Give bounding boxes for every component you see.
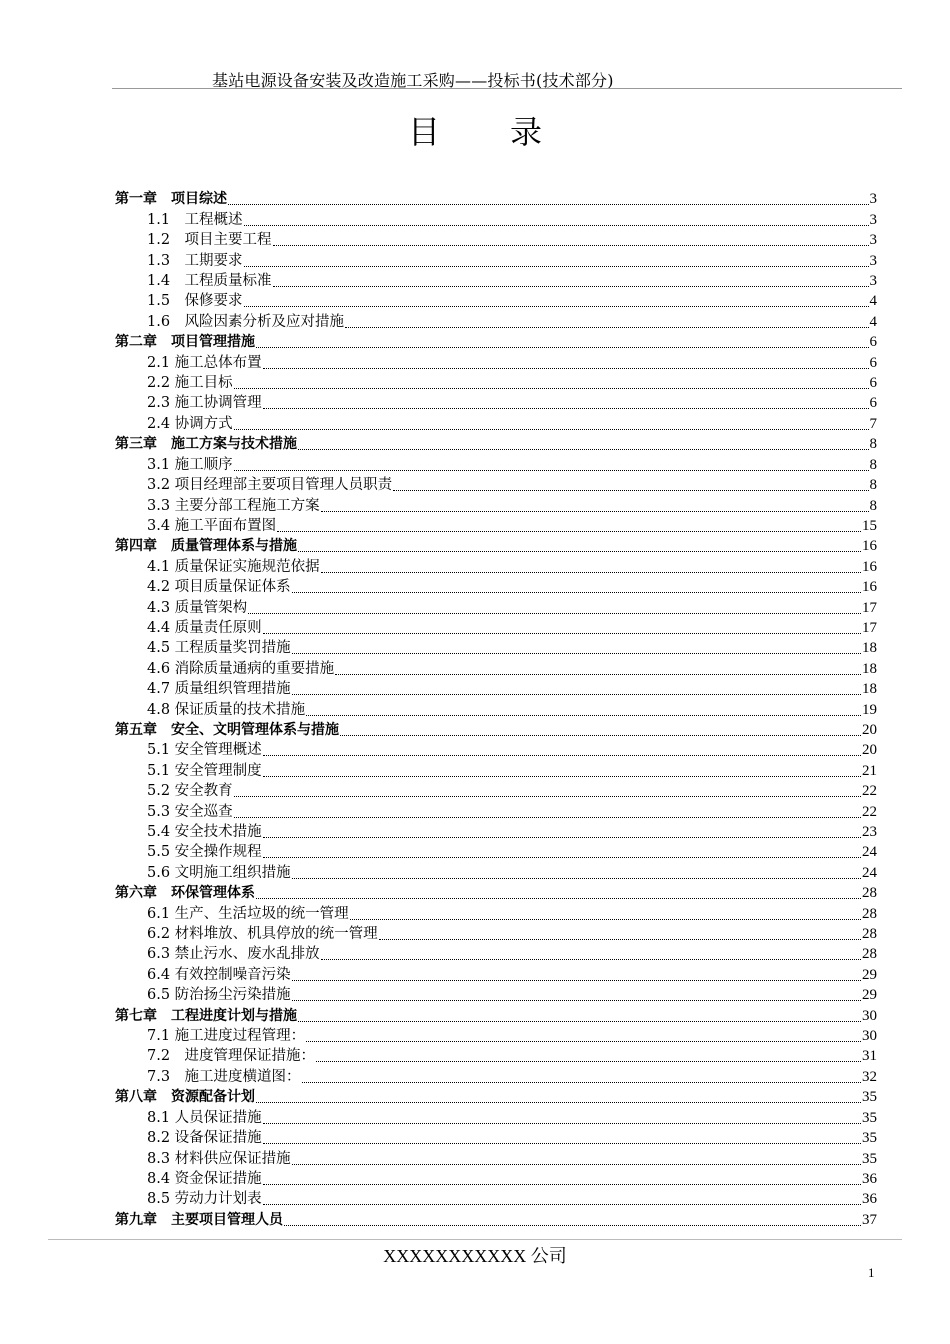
toc-entry-label: 7.3 施工进度横道图： — [147, 1068, 301, 1085]
toc-entry-label: 第八章 资源配备计划 — [115, 1089, 255, 1106]
toc-entry-label: 7.1 施工进度过程管理： — [147, 1028, 306, 1045]
toc-dot-leader — [284, 1225, 861, 1226]
toc-dot-leader — [244, 266, 869, 267]
toc-entry-page: 15 — [862, 517, 877, 534]
toc-entry-label: 4.1 质量保证实施规范依据 — [147, 558, 320, 575]
toc-dot-leader — [256, 1102, 861, 1103]
toc-entry-page: 4 — [869, 313, 877, 330]
toc-entry-label: 第七章 工程进度计划与措施 — [115, 1007, 297, 1024]
toc-entry-label: 第九章 主要项目管理人员 — [115, 1211, 283, 1228]
toc-entry-page: 29 — [862, 966, 877, 983]
toc-section-entry[interactable] — [112, 516, 877, 536]
toc-entry-page: 16 — [862, 579, 877, 596]
toc-dot-leader — [345, 327, 868, 328]
toc-section-entry[interactable] — [112, 291, 877, 311]
toc-entry-label: 2.2 施工目标 — [147, 375, 233, 392]
toc-dot-leader — [263, 776, 861, 777]
toc-entry-label: 5.5 安全操作规程 — [147, 844, 262, 861]
toc-entry-label: 3.4 施工平面布置图 — [147, 517, 277, 534]
toc-section-entry[interactable] — [112, 393, 877, 413]
toc-dot-leader — [234, 796, 861, 797]
toc-section-entry[interactable] — [112, 1169, 877, 1189]
toc-entry-label: 3.2 项目经理部主要项目管理人员职责 — [147, 477, 393, 494]
toc-entry-page: 30 — [862, 1028, 877, 1045]
toc-entry-page: 36 — [862, 1191, 877, 1208]
toc-section-entry[interactable] — [112, 1128, 877, 1148]
toc-entry-page: 6 — [869, 354, 877, 371]
toc-section-entry[interactable] — [112, 638, 877, 658]
toc-entry-page: 29 — [862, 987, 877, 1004]
toc-dot-leader — [379, 939, 861, 940]
toc-entry-label: 1.1 工程概述 — [147, 211, 243, 228]
toc-entry-label: 5.3 安全巡查 — [147, 803, 233, 820]
toc-entry-page: 6 — [869, 334, 877, 351]
toc-dot-leader — [263, 755, 861, 756]
toc-entry-label: 8.3 材料供应保证措施 — [147, 1150, 291, 1167]
toc-entry-label: 7.2 进度管理保证措施： — [147, 1048, 316, 1065]
toc-section-entry[interactable] — [112, 556, 877, 576]
toc-entry-page: 22 — [862, 803, 877, 820]
toc-entry-page: 3 — [869, 273, 877, 290]
toc-dot-leader — [340, 735, 861, 736]
toc-entry-label: 5.4 安全技术措施 — [147, 824, 262, 840]
toc-entry-label: 8.1 人员保证措施 — [147, 1109, 262, 1126]
toc-dot-leader — [234, 817, 861, 818]
toc-dot-leader — [298, 551, 861, 552]
toc-entry-page: 16 — [862, 538, 877, 555]
toc-chapter-entry[interactable] — [112, 434, 877, 454]
toc-section-entry[interactable] — [112, 373, 877, 393]
toc-section-entry[interactable] — [112, 1107, 877, 1127]
toc-entry-label: 4.2 项目质量保证体系 — [147, 579, 291, 596]
toc-entry-page: 28 — [862, 946, 877, 963]
toc-entry-page: 24 — [862, 844, 877, 861]
toc-entry-label: 第六章 环保管理体系 — [115, 885, 255, 902]
toc-section-entry[interactable] — [112, 801, 877, 821]
toc-dot-leader — [263, 1143, 861, 1144]
toc-dot-leader — [292, 980, 861, 981]
toc-entry-label: 4.8 保证质量的技术措施 — [147, 701, 306, 718]
toc-section-entry[interactable] — [112, 495, 877, 515]
toc-entry-label: 8.5 劳动力计划表 — [147, 1191, 262, 1208]
toc-entry-page: 35 — [862, 1150, 877, 1167]
toc-section-entry[interactable] — [112, 618, 877, 638]
toc-entry-label: 4.4 质量责任原则 — [147, 619, 262, 636]
toc-entry-page: 4 — [869, 293, 877, 310]
toc-dot-leader — [228, 204, 869, 205]
toc-dot-leader — [273, 245, 869, 246]
toc-section-entry[interactable] — [112, 1046, 877, 1066]
toc-dot-leader — [350, 919, 861, 920]
toc-section-entry[interactable] — [112, 1026, 877, 1046]
toc-entry-page: 20 — [862, 721, 877, 738]
toc-entry-label: 6.4 有效控制噪音污染 — [147, 966, 291, 983]
toc-title-char: 录 — [510, 113, 543, 151]
toc-entry-page: 37 — [862, 1211, 877, 1228]
toc-entry-page: 18 — [862, 681, 877, 698]
toc-entry-label: 6.2 材料堆放、机具停放的统一管理 — [147, 926, 378, 943]
toc-section-entry[interactable] — [112, 271, 877, 291]
toc-section-entry[interactable] — [112, 760, 877, 780]
toc-entry-page: 6 — [869, 375, 877, 392]
toc-section-entry[interactable] — [112, 230, 877, 250]
toc-entry-label: 5.6 文明施工组织措施 — [147, 864, 291, 881]
toc-section-entry[interactable] — [112, 842, 877, 862]
toc-section-entry[interactable] — [112, 1066, 877, 1086]
toc-section-entry[interactable] — [112, 250, 877, 270]
toc-entry-label: 第四章 质量管理体系与措施 — [115, 538, 297, 555]
toc-dot-leader — [248, 613, 861, 614]
toc-dot-leader — [292, 878, 861, 879]
toc-chapter-entry[interactable] — [112, 1005, 877, 1025]
toc-dot-leader — [298, 449, 869, 450]
toc-entry-page: 21 — [862, 762, 877, 779]
toc-section-entry[interactable] — [112, 862, 877, 882]
toc-section-entry[interactable] — [112, 740, 877, 760]
toc-entry-page: 8 — [869, 436, 877, 453]
toc-dot-leader — [263, 408, 869, 409]
toc-dot-leader — [306, 1041, 861, 1042]
toc-entry-page: 23 — [862, 824, 877, 840]
toc-section-entry[interactable] — [112, 1189, 877, 1209]
toc-entry-page: 16 — [862, 558, 877, 575]
toc-section-entry[interactable] — [112, 1148, 877, 1168]
toc-entry-label: 8.4 资金保证措施 — [147, 1170, 262, 1187]
toc-entry-page: 30 — [862, 1007, 877, 1024]
page-header-title: 基站电源设备安装及改造施工采购——投标书(技术部分) — [212, 71, 614, 90]
toc-entry-page: 8 — [869, 456, 877, 473]
toc-entry-page: 28 — [862, 885, 877, 902]
toc-entry-label: 1.4 工程质量标准 — [147, 273, 272, 290]
toc-entry-page: 18 — [862, 660, 877, 677]
toc-chapter-entry[interactable] — [112, 332, 877, 352]
toc-section-entry[interactable] — [112, 944, 877, 964]
toc-entry-page: 28 — [862, 905, 877, 922]
toc-entry-label: 1.2 项目主要工程 — [147, 232, 272, 249]
toc-entry-page: 19 — [862, 701, 877, 718]
toc-dot-leader — [244, 225, 869, 226]
toc-chapter-entry[interactable] — [112, 536, 877, 556]
toc-entry-label: 4.3 质量管架构 — [147, 599, 248, 616]
toc-dot-leader — [234, 429, 869, 430]
toc-entry-page: 35 — [862, 1130, 877, 1147]
toc-dot-leader — [292, 1000, 861, 1001]
toc-section-entry[interactable] — [112, 454, 877, 474]
toc-section-entry[interactable] — [112, 475, 877, 495]
toc-dot-leader — [292, 592, 861, 593]
toc-entry-label: 6.1 生产、生活垃圾的统一管理 — [147, 905, 349, 922]
toc-entry-label: 第五章 安全、文明管理体系与措施 — [115, 721, 339, 738]
toc-entry-page: 3 — [869, 191, 877, 208]
toc-dot-leader — [234, 388, 869, 389]
toc-entry-page: 35 — [862, 1089, 877, 1106]
toc-entry-label: 1.3 工期要求 — [147, 252, 243, 269]
toc-section-entry[interactable] — [112, 311, 877, 331]
toc-chapter-entry[interactable] — [112, 1209, 877, 1229]
table-of-contents — [112, 189, 877, 1230]
toc-dot-leader — [298, 1021, 861, 1022]
toc-entry-page: 35 — [862, 1109, 877, 1126]
toc-section-entry[interactable] — [112, 903, 877, 923]
toc-dot-leader — [292, 694, 861, 695]
toc-entry-label: 6.3 禁止污水、废水乱排放 — [147, 946, 320, 963]
toc-entry-page: 24 — [862, 864, 877, 881]
toc-entry-label: 4.6 消除质量通病的重要措施 — [147, 660, 335, 677]
toc-entry-label: 第三章 施工方案与技术措施 — [115, 436, 297, 453]
toc-entry-page: 7 — [869, 415, 877, 432]
toc-section-entry[interactable] — [112, 699, 877, 719]
toc-dot-leader — [263, 837, 861, 838]
toc-dot-leader — [393, 490, 868, 491]
toc-dot-leader — [263, 1204, 861, 1205]
page-number: 1 — [868, 1265, 875, 1280]
toc-section-entry[interactable] — [112, 781, 877, 801]
toc-section-entry[interactable] — [112, 577, 877, 597]
toc-entry-label: 第二章 项目管理措施 — [115, 334, 255, 351]
toc-dot-leader — [335, 674, 861, 675]
toc-entry-page: 6 — [869, 395, 877, 412]
toc-entry-label: 8.2 设备保证措施 — [147, 1130, 262, 1147]
toc-dot-leader — [316, 1061, 861, 1062]
toc-dot-leader — [263, 857, 861, 858]
footer-company: XXXXXXXXXXX 公司 — [383, 1246, 567, 1266]
toc-dot-leader — [277, 531, 861, 532]
toc-chapter-entry[interactable] — [112, 720, 877, 740]
toc-entry-page: 17 — [862, 619, 877, 636]
toc-section-entry[interactable] — [112, 964, 877, 984]
toc-entry-label: 2.4 协调方式 — [147, 415, 233, 432]
toc-title-char: 目 — [407, 113, 440, 151]
toc-entry-label: 5.1 安全管理制度 — [147, 762, 262, 779]
toc-entry-page: 3 — [869, 252, 877, 269]
toc-dot-leader — [273, 286, 869, 287]
toc-entry-label: 4.7 质量组织管理措施 — [147, 681, 291, 698]
toc-dot-leader — [302, 1082, 861, 1083]
toc-entry-label: 3.3 主要分部工程施工方案 — [147, 497, 320, 514]
toc-section-entry[interactable] — [112, 822, 877, 842]
toc-section-entry[interactable] — [112, 597, 877, 617]
toc-entry-page: 20 — [862, 742, 877, 759]
toc-dot-leader — [234, 470, 869, 471]
toc-entry-page: 8 — [869, 497, 877, 514]
toc-section-entry[interactable] — [112, 985, 877, 1005]
header-divider — [112, 88, 902, 89]
toc-entry-label: 1.6 风险因素分析及应对措施 — [147, 313, 345, 330]
footer-divider — [48, 1239, 902, 1240]
toc-entry-label: 2.1 施工总体布置 — [147, 354, 262, 371]
toc-dot-leader — [263, 368, 869, 369]
toc-entry-label: 1.5 保修要求 — [147, 293, 243, 310]
toc-section-entry[interactable] — [112, 658, 877, 678]
toc-entry-page: 28 — [862, 926, 877, 943]
toc-title — [0, 112, 950, 152]
toc-entry-page: 31 — [862, 1048, 877, 1065]
toc-dot-leader — [292, 1164, 861, 1165]
toc-dot-leader — [321, 959, 861, 960]
toc-entry-label: 2.3 施工协调管理 — [147, 395, 262, 412]
toc-dot-leader — [263, 1184, 861, 1185]
toc-entry-page: 18 — [862, 640, 877, 657]
toc-chapter-entry[interactable] — [112, 1087, 877, 1107]
toc-entry-page: 3 — [869, 211, 877, 228]
toc-dot-leader — [263, 633, 861, 634]
toc-entry-page: 3 — [869, 232, 877, 249]
toc-entry-label: 5.1 安全管理概述 — [147, 742, 262, 759]
toc-dot-leader — [256, 898, 861, 899]
toc-entry-page: 32 — [862, 1068, 877, 1085]
toc-dot-leader — [292, 653, 861, 654]
toc-section-entry[interactable] — [112, 679, 877, 699]
toc-dot-leader — [263, 1123, 861, 1124]
toc-dot-leader — [321, 572, 861, 573]
toc-dot-leader — [321, 511, 869, 512]
toc-section-entry[interactable] — [112, 924, 877, 944]
toc-entry-page: 36 — [862, 1170, 877, 1187]
toc-entry-page: 22 — [862, 783, 877, 800]
toc-entry-label: 5.2 安全教育 — [147, 783, 233, 800]
toc-dot-leader — [256, 347, 869, 348]
toc-entry-label: 4.5 工程质量奖罚措施 — [147, 640, 291, 657]
toc-section-entry[interactable] — [112, 352, 877, 372]
toc-section-entry[interactable] — [112, 413, 877, 433]
toc-dot-leader — [244, 306, 869, 307]
toc-entry-label: 3.1 施工顺序 — [147, 456, 233, 473]
toc-section-entry[interactable] — [112, 209, 877, 229]
toc-entry-page: 8 — [869, 477, 877, 494]
toc-dot-leader — [306, 715, 861, 716]
toc-entry-label: 第一章 项目综述 — [115, 191, 227, 208]
toc-entry-page: 17 — [862, 599, 877, 616]
toc-chapter-entry[interactable] — [112, 883, 877, 903]
toc-chapter-entry[interactable] — [112, 189, 877, 209]
toc-entry-label: 6.5 防治扬尘污染措施 — [147, 987, 291, 1004]
